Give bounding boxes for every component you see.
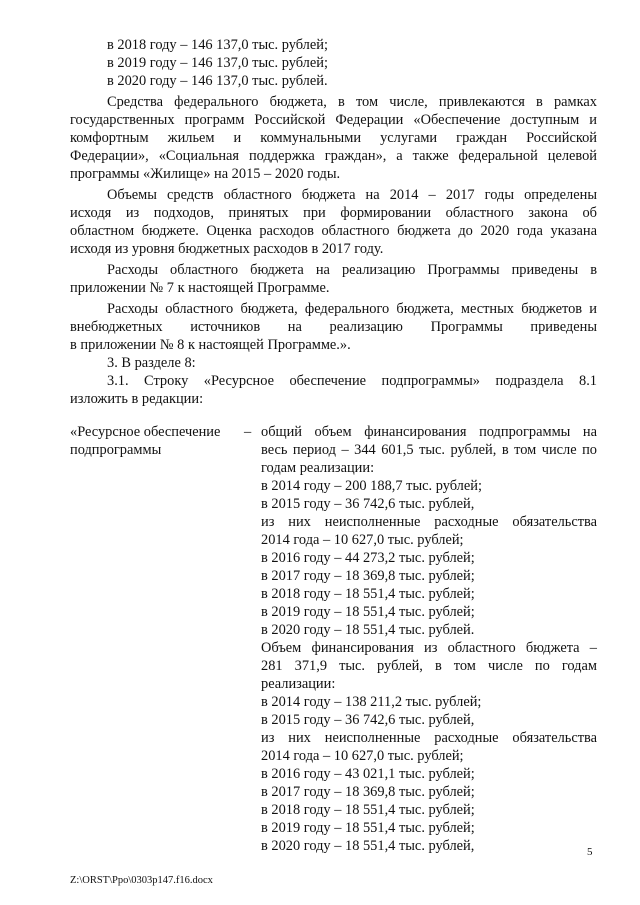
text-line: в 2018 году – 146 137,0 тыс. рублей; [107,37,328,53]
table-right-line: в 2016 году – 43 021,1 тыс. рублей; [261,766,475,782]
table-right-line: 2014 года – 10 627,0 тыс. рублей; [261,748,464,764]
table-right-line: в 2015 году – 36 742,6 тыс. рублей, [261,712,475,728]
table-right-line: в 2014 году – 138 211,2 тыс. рублей; [261,694,482,710]
table-right-line: из них неисполненные расходные обязательства [261,514,597,530]
table-right-line: 281 371,9 тыс. рублей, в том числе по годам [261,658,597,674]
table-right-line: в 2017 году – 18 369,8 тыс. рублей; [261,568,475,584]
table-right-line: 2014 года – 10 627,0 тыс. рублей; [261,532,464,548]
table-right-line: в 2015 году – 36 742,6 тыс. рублей, [261,496,475,512]
table-right-line: в 2017 году – 18 369,8 тыс. рублей; [261,784,475,800]
table-dash: – [244,424,252,440]
table-right-line: из них неисполненные расходные обязательства [261,730,597,746]
table-right-line: общий объем финансирования подпрограммы на [261,424,597,440]
paragraph-line: государственных программ Российской Федерации «Обеспечение доступным и [70,112,597,128]
table-right-line: Объем финансирования из областного бюджета – [261,640,597,656]
paragraph-line: Средства федерального бюджета, в том числе, привлекаются в рамках [107,94,597,110]
footer-file-path: Z:\ORST\Ppo\0303p147.f16.docx [70,875,213,886]
table-right-line: годам реализации: [261,460,375,476]
page-number: 5 [587,846,593,858]
table-right-line: в 2016 году – 44 273,2 тыс. рублей; [261,550,475,566]
paragraph-line: приложении № 7 к настоящей Программе. [70,280,330,296]
paragraph-line: Расходы областного бюджета, федерального бюджета, местных бюджетов и [107,301,597,317]
table-left-label: подпрограммы [70,442,162,458]
paragraph-line: исходя из подходов, принятых при формировании областного закона об [70,205,597,221]
paragraph-line: исходя из уровня бюджетных расходов в 2017 году. [70,241,384,257]
paragraph-line: комфортным жильем и коммунальными услугами граждан Российской [70,130,597,146]
table-right-line: в 2019 году – 18 551,4 тыс. рублей; [261,820,475,836]
table-left-label: «Ресурсное обеспечение [70,424,221,440]
table-right-line: в 2019 году – 18 551,4 тыс. рублей; [261,604,475,620]
paragraph-line: изложить в редакции: [70,391,204,407]
table-right-line: весь период – 344 601,5 тыс. рублей, в том числе по [261,442,597,458]
paragraph-line: в приложении № 8 к настоящей Программе.». [70,337,351,353]
table-right-line: в 2018 году – 18 551,4 тыс. рублей; [261,586,475,602]
table-right-line: в 2020 году – 18 551,4 тыс. рублей, [261,838,475,854]
table-right-line: в 2014 году – 200 188,7 тыс. рублей; [261,478,482,494]
paragraph-line: Расходы областного бюджета на реализацию Программы приведены в [107,262,597,278]
paragraph-line: программы «Жилище» на 2015 – 2020 годы. [70,166,341,182]
table-right-line: реализации: [261,676,336,692]
paragraph-line: внебюджетных источников на реализацию Программы приведены [70,319,597,335]
section-heading: 3. В разделе 8: [107,355,196,371]
table-right-line: в 2020 году – 18 551,4 тыс. рублей. [261,622,475,638]
paragraph-line: 3.1. Строку «Ресурсное обеспечение подпрограммы» подраздела 8.1 [107,373,597,389]
text-line: в 2020 году – 146 137,0 тыс. рублей. [107,73,328,89]
text-line: в 2019 году – 146 137,0 тыс. рублей; [107,55,328,71]
paragraph-line: Федерации», «Социальная поддержка граждан», а также федеральной целевой [70,148,597,164]
paragraph-line: областном бюджете. Оценка расходов областного бюджета до 2020 года указана [70,223,597,239]
table-right-line: в 2018 году – 18 551,4 тыс. рублей; [261,802,475,818]
paragraph-line: Объемы средств областного бюджета на 2014 – 2017 годы определены [107,187,597,203]
